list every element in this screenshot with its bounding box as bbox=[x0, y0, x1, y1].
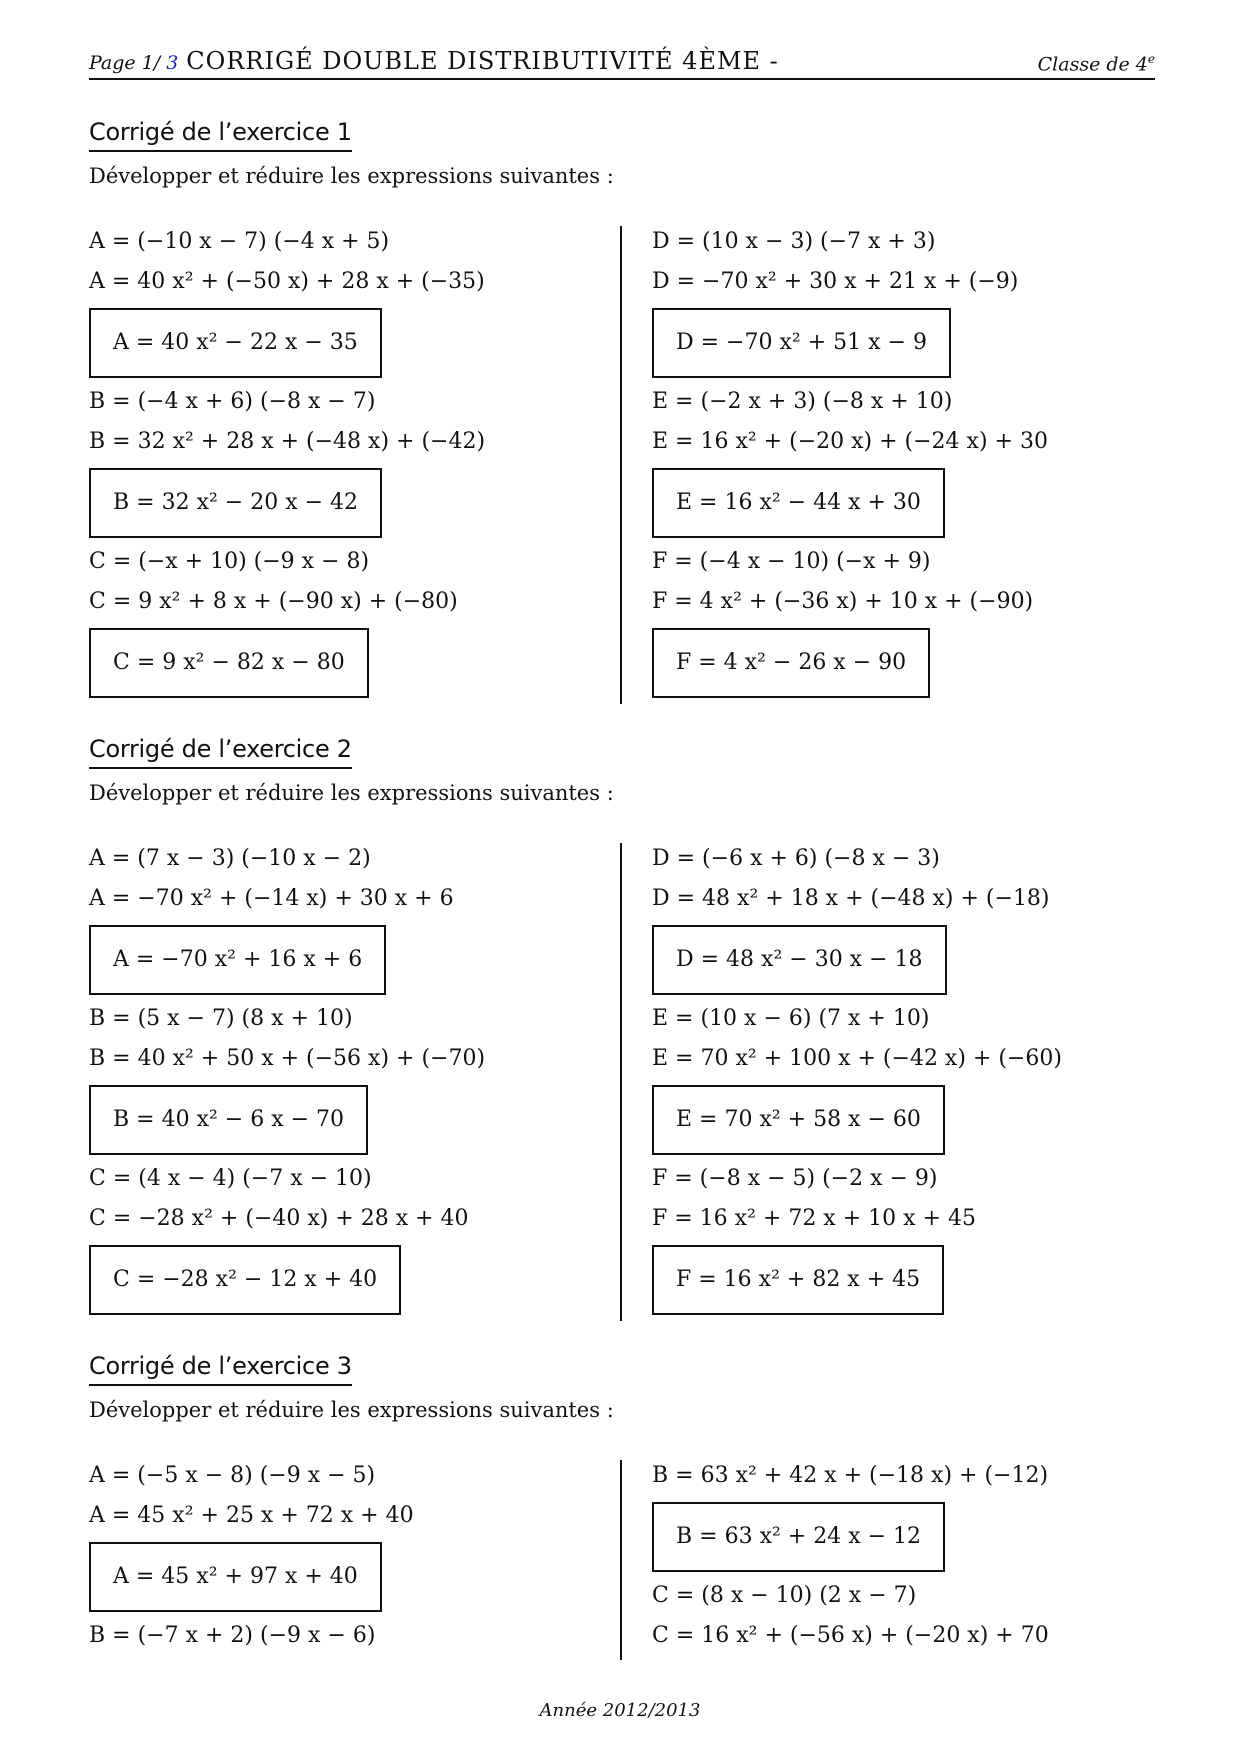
equation-line: C = 16 x² + (−56 x) + (−20 x) + 70 bbox=[652, 1623, 1049, 1648]
class-label bbox=[1038, 52, 1155, 75]
exercise-3-left-column bbox=[89, 1456, 609, 1656]
result-box-wrapper bbox=[652, 462, 1152, 542]
exercise-3-title: Corrigé de l’exercice 3 bbox=[89, 1352, 352, 1386]
result-box-wrapper bbox=[652, 622, 1152, 702]
exercise-1-instruction: Développer et réduire les expressions suivantes : bbox=[89, 164, 614, 188]
header-left bbox=[89, 46, 779, 75]
result-box-wrapper bbox=[89, 919, 609, 999]
exercise-1-title: Corrigé de l’exercice 1 bbox=[89, 118, 352, 152]
page-total-link[interactable]: 3 bbox=[166, 52, 179, 74]
result-box-wrapper bbox=[652, 1079, 1152, 1159]
boxed-result: F = 16 x² + 82 x + 45 bbox=[652, 1245, 944, 1315]
equation-line: A = (−10 x − 7) (−4 x + 5) bbox=[89, 229, 390, 254]
equation-line: B = 32 x² + 28 x + (−48 x) + (−42) bbox=[89, 429, 486, 454]
boxed-result: F = 4 x² − 26 x − 90 bbox=[652, 628, 930, 698]
exercise-3-right-column bbox=[652, 1456, 1152, 1656]
equation-line: C = −28 x² + (−40 x) + 28 x + 40 bbox=[89, 1206, 469, 1231]
boxed-result: D = −70 x² + 51 x − 9 bbox=[652, 308, 951, 378]
equation-line: B = (−7 x + 2) (−9 x − 6) bbox=[89, 1623, 376, 1648]
result-box-wrapper bbox=[89, 302, 609, 382]
equation-line: C = (−x + 10) (−9 x − 8) bbox=[89, 549, 370, 574]
boxed-result: A = −70 x² + 16 x + 6 bbox=[89, 925, 386, 995]
equation-line: D = 48 x² + 18 x + (−48 x) + (−18) bbox=[652, 886, 1050, 911]
exercise-1-right-column bbox=[652, 222, 1152, 702]
equation-line: E = 16 x² + (−20 x) + (−24 x) + 30 bbox=[652, 429, 1048, 454]
equation-line: F = 4 x² + (−36 x) + 10 x + (−90) bbox=[652, 589, 1034, 614]
exercise-1 bbox=[89, 118, 1155, 675]
result-box-wrapper bbox=[89, 1079, 609, 1159]
equation-line: B = 40 x² + 50 x + (−56 x) + (−70) bbox=[89, 1046, 486, 1071]
exercise-2-instruction: Développer et réduire les expressions suivantes : bbox=[89, 781, 614, 805]
equation-line: B = (5 x − 7) (8 x + 10) bbox=[89, 1006, 353, 1031]
result-box-wrapper bbox=[89, 1536, 609, 1616]
exercise-3-instruction: Développer et réduire les expressions suivantes : bbox=[89, 1398, 614, 1422]
equation-line: B = (−4 x + 6) (−8 x − 7) bbox=[89, 389, 376, 414]
result-box-wrapper bbox=[89, 462, 609, 542]
equation-line: C = (8 x − 10) (2 x − 7) bbox=[652, 1583, 917, 1608]
equation-line: A = (−5 x − 8) (−9 x − 5) bbox=[89, 1463, 376, 1488]
exercise-2-left-column bbox=[89, 839, 609, 1319]
exercise-1-left-column bbox=[89, 222, 609, 702]
boxed-result: E = 70 x² + 58 x − 60 bbox=[652, 1085, 945, 1155]
result-box-wrapper bbox=[652, 1239, 1152, 1319]
equation-line: D = −70 x² + 30 x + 21 x + (−9) bbox=[652, 269, 1019, 294]
equation-line: F = 16 x² + 72 x + 10 x + 45 bbox=[652, 1206, 976, 1231]
column-divider bbox=[620, 843, 622, 1321]
result-box-wrapper bbox=[89, 622, 609, 702]
footer-year: Année 2012/2013 bbox=[539, 1700, 701, 1721]
equation-line: A = 45 x² + 25 x + 72 x + 40 bbox=[89, 1503, 414, 1528]
column-divider bbox=[620, 1460, 622, 1660]
equation-line: E = (−2 x + 3) (−8 x + 10) bbox=[652, 389, 953, 414]
equation-line: D = (−6 x + 6) (−8 x − 3) bbox=[652, 846, 940, 871]
exercise-3 bbox=[89, 1352, 1155, 1648]
boxed-result: C = 9 x² − 82 x − 80 bbox=[89, 628, 369, 698]
boxed-result: E = 16 x² − 44 x + 30 bbox=[652, 468, 945, 538]
document-title: CORRIGÉ DOUBLE DISTRIBUTIVITÉ 4ÈME - bbox=[186, 47, 779, 75]
equation-line: A = (7 x − 3) (−10 x − 2) bbox=[89, 846, 371, 871]
boxed-result: D = 48 x² − 30 x − 18 bbox=[652, 925, 947, 995]
equation-line: F = (−4 x − 10) (−x + 9) bbox=[652, 549, 931, 574]
result-box-wrapper bbox=[652, 1496, 1152, 1576]
boxed-result: A = 40 x² − 22 x − 35 bbox=[89, 308, 382, 378]
equation-line: E = (10 x − 6) (7 x + 10) bbox=[652, 1006, 930, 1031]
result-box-wrapper bbox=[89, 1239, 609, 1319]
equation-line: A = −70 x² + (−14 x) + 30 x + 6 bbox=[89, 886, 454, 911]
equation-line: E = 70 x² + 100 x + (−42 x) + (−60) bbox=[652, 1046, 1062, 1071]
class-text: Classe de 4 bbox=[1037, 53, 1148, 76]
equation-line: C = 9 x² + 8 x + (−90 x) + (−80) bbox=[89, 589, 458, 614]
equation-line: A = 40 x² + (−50 x) + 28 x + (−35) bbox=[89, 269, 485, 294]
equation-line: D = (10 x − 3) (−7 x + 3) bbox=[652, 229, 936, 254]
equation-line: B = 63 x² + 42 x + (−18 x) + (−12) bbox=[652, 1463, 1049, 1488]
equation-line: C = (4 x − 4) (−7 x − 10) bbox=[89, 1166, 372, 1191]
equation-line: F = (−8 x − 5) (−2 x − 9) bbox=[652, 1166, 938, 1191]
boxed-result: B = 32 x² − 20 x − 42 bbox=[89, 468, 382, 538]
boxed-result: C = −28 x² − 12 x + 40 bbox=[89, 1245, 401, 1315]
boxed-result: A = 45 x² + 97 x + 40 bbox=[89, 1542, 382, 1612]
boxed-result: B = 40 x² − 6 x − 70 bbox=[89, 1085, 368, 1155]
result-box-wrapper bbox=[652, 919, 1152, 999]
class-sup: e bbox=[1147, 52, 1155, 66]
page-label: Page 1/ bbox=[89, 52, 167, 74]
result-box-wrapper bbox=[652, 302, 1152, 382]
exercise-2-title: Corrigé de l’exercice 2 bbox=[89, 735, 352, 769]
page-header bbox=[89, 40, 1155, 80]
column-divider bbox=[620, 226, 622, 704]
boxed-result: B = 63 x² + 24 x − 12 bbox=[652, 1502, 945, 1572]
exercise-2 bbox=[89, 735, 1155, 1292]
exercise-2-right-column bbox=[652, 839, 1152, 1319]
